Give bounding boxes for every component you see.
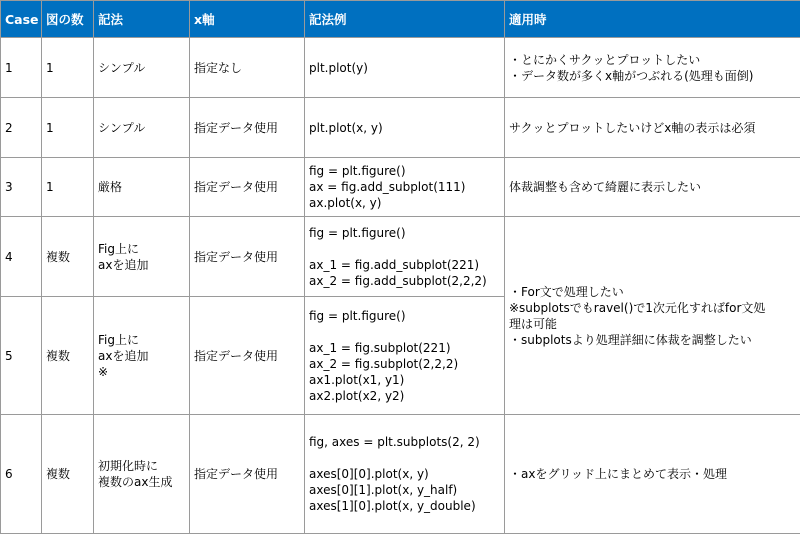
- code-line: axes[1][0].plot(x, y_double): [309, 499, 476, 513]
- code-line: fig = plt.figure(): [309, 225, 406, 240]
- fig-count-cell: 1: [42, 98, 94, 158]
- code-line: [309, 241, 500, 257]
- case-cell: 5: [1, 297, 42, 415]
- code-line: ax2.plot(x2, y2): [309, 388, 405, 403]
- header-notation: 記法: [94, 1, 190, 38]
- table-row: [1, 217, 800, 297]
- x-axis-cell: 指定データ使用: [190, 158, 305, 217]
- fig-count-cell: 複数: [42, 415, 94, 534]
- case-cell: 4: [1, 217, 42, 297]
- table-row: [1, 415, 800, 534]
- notation-line: axを追加: [98, 257, 149, 272]
- header-usage: 適用時: [505, 1, 800, 38]
- usage-line: ・とにかくサクッとプロットしたい: [509, 52, 701, 67]
- code-line: plt.plot(x, y): [309, 120, 383, 135]
- code-line: fig = plt.figure(): [309, 308, 406, 323]
- code-line: ax = fig.add_subplot(111): [309, 180, 466, 194]
- table-row: [1, 98, 800, 158]
- usage-line: 体裁調整も含めて綺麗に表示したい: [509, 180, 702, 194]
- case-cell: 6: [1, 415, 42, 534]
- notation-line: 複数のax生成: [98, 475, 173, 489]
- code-line: [309, 450, 500, 466]
- notation-line: Fig上に: [98, 332, 139, 347]
- notation-line: シンプル: [98, 60, 146, 75]
- x-axis-cell: 指定なし: [190, 38, 305, 98]
- code-line: [309, 324, 500, 340]
- notation-line: 初期化時に: [98, 459, 159, 473]
- usage-line: ・axをグリッド上にまとめて表示・処理: [509, 467, 727, 481]
- notation-line: Fig上に: [98, 241, 139, 256]
- fig-count-cell: 複数: [42, 217, 94, 297]
- usage-cell-merged: [505, 217, 800, 415]
- usage-cell: [505, 38, 800, 98]
- code-line: ax_2 = fig.add_subplot(2,2,2): [309, 273, 487, 288]
- usage-line: ・subplotsより処理詳細に体裁を調整したい: [509, 332, 752, 347]
- notation-line: ※: [98, 364, 109, 379]
- example-cell: [305, 98, 505, 158]
- notation-cell: [94, 98, 190, 158]
- table-row: [1, 38, 800, 98]
- code-line: axes[0][0].plot(x, y): [309, 467, 429, 481]
- header-row: [1, 1, 800, 38]
- x-axis-cell: 指定データ使用: [190, 297, 305, 415]
- fig-count-cell: 1: [42, 158, 94, 217]
- header-fig-count: 図の数: [42, 1, 94, 38]
- notation-cell: [94, 415, 190, 534]
- example-cell: [305, 415, 505, 534]
- code-line: fig, axes = plt.subplots(2, 2): [309, 435, 480, 449]
- notation-cell: [94, 217, 190, 297]
- example-cell: [305, 158, 505, 217]
- notation-cell: [94, 158, 190, 217]
- table-row: [1, 158, 800, 217]
- case-cell: 3: [1, 158, 42, 217]
- notation-cell: [94, 38, 190, 98]
- example-cell: [305, 38, 505, 98]
- example-cell: [305, 217, 505, 297]
- usage-cell: [505, 415, 800, 534]
- example-cell: [305, 297, 505, 415]
- case-cell: 1: [1, 38, 42, 98]
- code-line: ax_1 = fig.subplot(221): [309, 340, 451, 355]
- notation-line: 厳格: [98, 180, 123, 194]
- usage-cell: [505, 158, 800, 217]
- code-line: plt.plot(y): [309, 60, 368, 75]
- notation-line: シンプル: [98, 120, 146, 135]
- usage-cell: [505, 98, 800, 158]
- x-axis-cell: 指定データ使用: [190, 98, 305, 158]
- notation-cell: [94, 297, 190, 415]
- notation-line: axを追加: [98, 348, 149, 363]
- case-cell: 2: [1, 98, 42, 158]
- fig-count-cell: 1: [42, 38, 94, 98]
- x-axis-cell: 指定データ使用: [190, 217, 305, 297]
- code-line: fig = plt.figure(): [309, 164, 406, 178]
- code-line: ax.plot(x, y): [309, 196, 382, 210]
- code-line: ax1.plot(x1, y1): [309, 372, 405, 387]
- code-line: ax_2 = fig.subplot(2,2,2): [309, 356, 459, 371]
- x-axis-cell: 指定データ使用: [190, 415, 305, 534]
- usage-line: ・データ数が多くx軸がつぶれる(処理も面倒): [509, 68, 754, 83]
- header-x-axis: x軸: [190, 1, 305, 38]
- usage-line: ※subplotsでもravel()で1次元化すればfor文処: [509, 300, 766, 315]
- header-example: 記法例: [305, 1, 505, 38]
- header-case: Case: [1, 1, 42, 38]
- code-line: ax_1 = fig.add_subplot(221): [309, 257, 480, 272]
- code-line: axes[0][1].plot(x, y_half): [309, 483, 458, 497]
- usage-line: 理は可能: [509, 316, 558, 331]
- usage-line: サクッとプロットしたいけどx軸の表示は必須: [509, 120, 756, 135]
- fig-count-cell: 複数: [42, 297, 94, 415]
- usage-line: ・For文で処理したい: [509, 284, 624, 299]
